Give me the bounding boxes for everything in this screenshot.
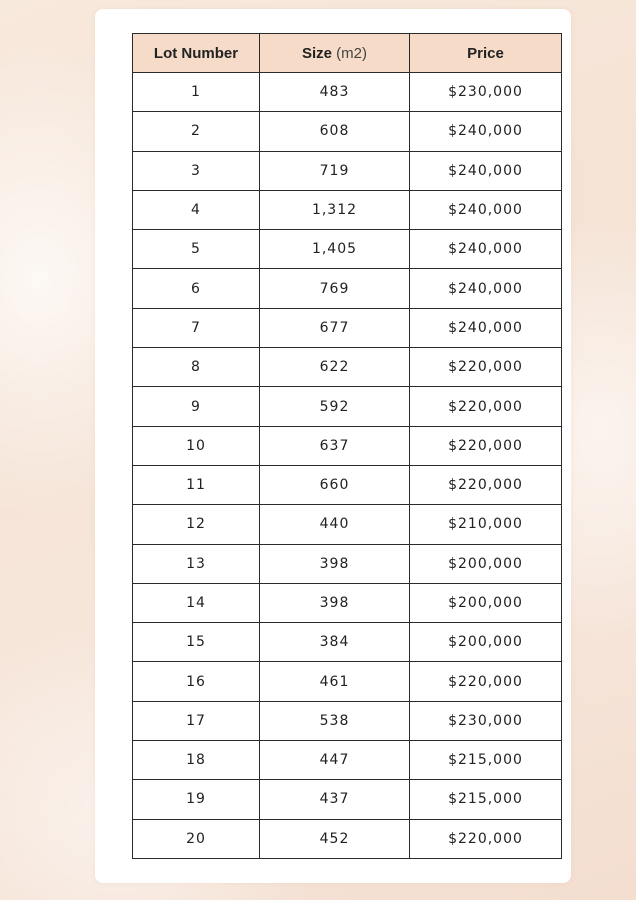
table-row <box>133 465 562 504</box>
price-cell: $240,000 <box>410 112 562 151</box>
price-cell: $240,000 <box>410 230 562 269</box>
table-row <box>133 701 562 740</box>
size-cell: 483 <box>260 73 410 112</box>
lot-price-table <box>132 33 562 859</box>
header-lot-number-label: Lot Number <box>153 44 239 62</box>
size-cell: 1,405 <box>260 230 410 269</box>
table-row <box>133 780 562 819</box>
size-cell: 769 <box>260 269 410 308</box>
lot-number-cell: 18 <box>133 741 260 780</box>
header-size-label: Size <box>301 44 332 62</box>
lot-number-cell: 9 <box>133 387 260 426</box>
header-row <box>133 34 562 73</box>
lot-number-cell: 11 <box>133 465 260 504</box>
price-cell: $240,000 <box>410 151 562 190</box>
price-cell: $230,000 <box>410 73 562 112</box>
table-row <box>133 348 562 387</box>
price-cell: $220,000 <box>410 465 562 504</box>
table-row <box>133 623 562 662</box>
table-row <box>133 819 562 858</box>
size-cell: 398 <box>260 583 410 622</box>
price-cell: $220,000 <box>410 426 562 465</box>
lot-number-cell: 20 <box>133 819 260 858</box>
size-cell: 1,312 <box>260 190 410 229</box>
lot-number-cell: 6 <box>133 269 260 308</box>
lot-number-cell: 4 <box>133 190 260 229</box>
lot-number-cell: 17 <box>133 701 260 740</box>
table-row <box>133 741 562 780</box>
lot-number-cell: 16 <box>133 662 260 701</box>
price-cell: $220,000 <box>410 662 562 701</box>
table-row <box>133 662 562 701</box>
size-cell: 440 <box>260 505 410 544</box>
lot-number-cell: 15 <box>133 623 260 662</box>
table-row <box>133 583 562 622</box>
lot-number-cell: 19 <box>133 780 260 819</box>
price-cell: $210,000 <box>410 505 562 544</box>
table-row <box>133 190 562 229</box>
price-cell: $215,000 <box>410 780 562 819</box>
document-card <box>95 9 571 883</box>
size-cell: 622 <box>260 348 410 387</box>
header-size <box>260 34 410 73</box>
header-lot-number <box>133 34 260 73</box>
table-row <box>133 269 562 308</box>
price-cell: $240,000 <box>410 308 562 347</box>
size-cell: 384 <box>260 623 410 662</box>
lot-number-cell: 8 <box>133 348 260 387</box>
table-row <box>133 308 562 347</box>
size-cell: 461 <box>260 662 410 701</box>
lot-number-cell: 12 <box>133 505 260 544</box>
table-row <box>133 230 562 269</box>
lot-number-cell: 2 <box>133 112 260 151</box>
header-price <box>410 34 562 73</box>
lot-number-cell: 13 <box>133 544 260 583</box>
size-cell: 677 <box>260 308 410 347</box>
price-cell: $230,000 <box>410 701 562 740</box>
price-cell: $240,000 <box>410 190 562 229</box>
table-row <box>133 112 562 151</box>
size-cell: 660 <box>260 465 410 504</box>
table-row <box>133 426 562 465</box>
size-cell: 447 <box>260 741 410 780</box>
lot-number-cell: 7 <box>133 308 260 347</box>
lot-number-cell: 1 <box>133 73 260 112</box>
size-cell: 452 <box>260 819 410 858</box>
table-row <box>133 544 562 583</box>
table-row <box>133 505 562 544</box>
lot-number-cell: 3 <box>133 151 260 190</box>
header-price-label: Price <box>467 44 504 62</box>
table-row <box>133 151 562 190</box>
lot-number-cell: 5 <box>133 230 260 269</box>
price-cell: $200,000 <box>410 583 562 622</box>
size-cell: 608 <box>260 112 410 151</box>
lot-number-cell: 14 <box>133 583 260 622</box>
size-cell: 538 <box>260 701 410 740</box>
size-cell: 437 <box>260 780 410 819</box>
header-size-unit: (m2) <box>336 44 367 62</box>
lot-number-cell: 10 <box>133 426 260 465</box>
size-cell: 398 <box>260 544 410 583</box>
price-cell: $215,000 <box>410 741 562 780</box>
table-header <box>133 34 562 73</box>
price-cell: $220,000 <box>410 387 562 426</box>
price-cell: $200,000 <box>410 544 562 583</box>
size-cell: 592 <box>260 387 410 426</box>
size-cell: 719 <box>260 151 410 190</box>
price-cell: $220,000 <box>410 819 562 858</box>
table-row <box>133 73 562 112</box>
table-row <box>133 387 562 426</box>
table-body <box>133 73 562 859</box>
size-cell: 637 <box>260 426 410 465</box>
price-cell: $240,000 <box>410 269 562 308</box>
price-cell: $200,000 <box>410 623 562 662</box>
price-cell: $220,000 <box>410 348 562 387</box>
